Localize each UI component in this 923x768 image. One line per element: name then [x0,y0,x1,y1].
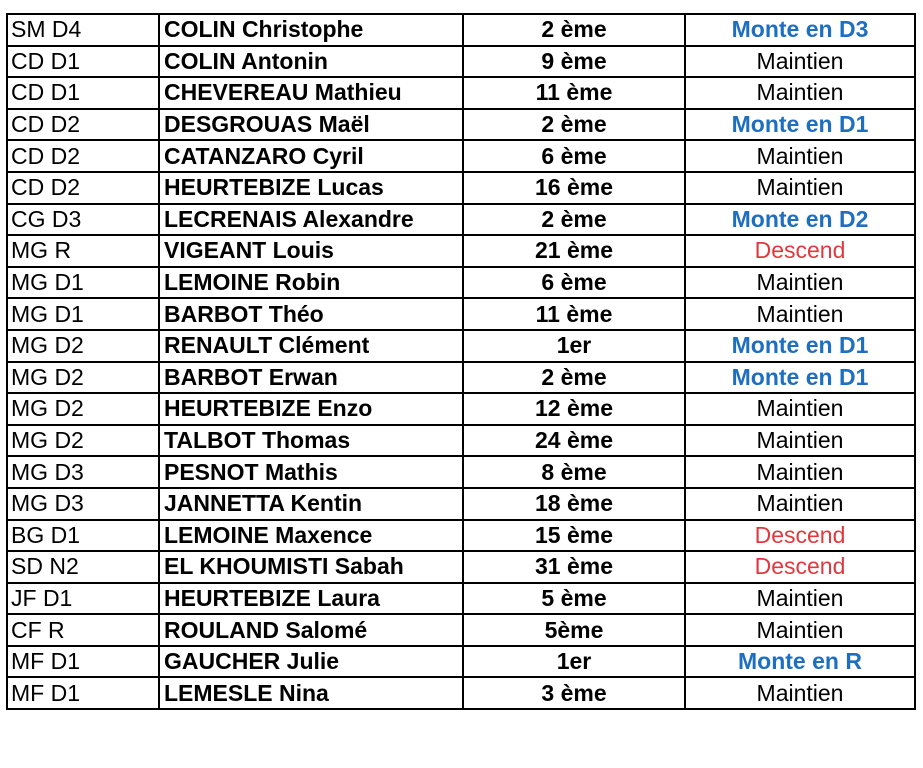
table-row [7,77,915,109]
player-name-cell: RENAULT Clément [159,330,463,362]
status-cell: Maintien [685,172,915,204]
rank-cell: 2 ème [463,109,685,141]
category-cell: MG D2 [7,330,159,362]
status-cell: Descend [685,551,915,583]
table-row [7,362,915,394]
status-cell: Monte en R [685,646,915,678]
table-row [7,204,915,236]
rank-cell: 11 ème [463,298,685,330]
player-name-cell: BARBOT Théo [159,298,463,330]
status-cell: Maintien [685,298,915,330]
category-cell: CD D2 [7,172,159,204]
category-cell: JF D1 [7,583,159,615]
category-cell: MG D2 [7,425,159,457]
status-cell: Maintien [685,46,915,78]
player-name-cell: HEURTEBIZE Lucas [159,172,463,204]
status-cell: Monte en D1 [685,109,915,141]
category-cell: MG D2 [7,362,159,394]
category-cell: MG D3 [7,456,159,488]
category-cell: CD D2 [7,109,159,141]
category-cell: MG D1 [7,298,159,330]
player-name-cell: ROULAND Salomé [159,614,463,646]
rank-cell: 2 ème [463,14,685,46]
status-cell: Descend [685,235,915,267]
player-name-cell: LECRENAIS Alexandre [159,204,463,236]
table-row [7,677,915,709]
rank-cell: 2 ème [463,362,685,394]
player-name-cell: BARBOT Erwan [159,362,463,394]
results-table-body [7,14,915,709]
player-name-cell: CATANZARO Cyril [159,140,463,172]
player-name-cell: LEMESLE Nina [159,677,463,709]
player-name-cell: HEURTEBIZE Enzo [159,393,463,425]
rank-cell: 6 ème [463,267,685,299]
player-name-cell: GAUCHER Julie [159,646,463,678]
rank-cell: 8 ème [463,456,685,488]
table-row [7,267,915,299]
rank-cell: 1er [463,646,685,678]
status-cell: Maintien [685,614,915,646]
table-row [7,488,915,520]
status-cell: Maintien [685,583,915,615]
rank-cell: 15 ème [463,520,685,552]
status-cell: Monte en D1 [685,330,915,362]
table-row [7,425,915,457]
rank-cell: 31 ème [463,551,685,583]
category-cell: MG D2 [7,393,159,425]
table-row [7,614,915,646]
rank-cell: 3 ème [463,677,685,709]
category-cell: MG D1 [7,267,159,299]
rank-cell: 24 ème [463,425,685,457]
rank-cell: 12 ème [463,393,685,425]
status-cell: Monte en D2 [685,204,915,236]
player-name-cell: JANNETTA Kentin [159,488,463,520]
category-cell: BG D1 [7,520,159,552]
category-cell: CD D1 [7,46,159,78]
player-name-cell: DESGROUAS Maël [159,109,463,141]
table-row [7,46,915,78]
rank-cell: 21 ème [463,235,685,267]
category-cell: MG R [7,235,159,267]
player-name-cell: EL KHOUMISTI Sabah [159,551,463,583]
player-name-cell: VIGEANT Louis [159,235,463,267]
player-name-cell: TALBOT Thomas [159,425,463,457]
table-row [7,520,915,552]
player-name-cell: CHEVEREAU Mathieu [159,77,463,109]
player-name-cell: LEMOINE Robin [159,267,463,299]
table-row [7,298,915,330]
status-cell: Monte en D1 [685,362,915,394]
status-cell: Maintien [685,140,915,172]
table-row [7,393,915,425]
player-name-cell: COLIN Christophe [159,14,463,46]
table-row [7,456,915,488]
rank-cell: 9 ème [463,46,685,78]
category-cell: CG D3 [7,204,159,236]
player-name-cell: COLIN Antonin [159,46,463,78]
rank-cell: 2 ème [463,204,685,236]
status-cell: Monte en D3 [685,14,915,46]
rank-cell: 11 ème [463,77,685,109]
category-cell: CF R [7,614,159,646]
status-cell: Maintien [685,677,915,709]
table-row [7,14,915,46]
status-cell: Maintien [685,456,915,488]
status-cell: Maintien [685,425,915,457]
results-table [6,13,916,710]
category-cell: SD N2 [7,551,159,583]
status-cell: Descend [685,520,915,552]
status-cell: Maintien [685,393,915,425]
rank-cell: 5 ème [463,583,685,615]
player-name-cell: HEURTEBIZE Laura [159,583,463,615]
category-cell: MG D3 [7,488,159,520]
category-cell: CD D2 [7,140,159,172]
rank-cell: 16 ème [463,172,685,204]
table-row [7,583,915,615]
status-cell: Maintien [685,77,915,109]
status-cell: Maintien [685,267,915,299]
rank-cell: 6 ème [463,140,685,172]
table-row [7,140,915,172]
table-row [7,235,915,267]
table-row [7,646,915,678]
table-row [7,172,915,204]
category-cell: SM D4 [7,14,159,46]
rank-cell: 18 ème [463,488,685,520]
player-name-cell: PESNOT Mathis [159,456,463,488]
status-cell: Maintien [685,488,915,520]
table-row [7,330,915,362]
category-cell: MF D1 [7,677,159,709]
table-row [7,551,915,583]
table-row [7,109,915,141]
category-cell: MF D1 [7,646,159,678]
rank-cell: 5ème [463,614,685,646]
player-name-cell: LEMOINE Maxence [159,520,463,552]
rank-cell: 1er [463,330,685,362]
category-cell: CD D1 [7,77,159,109]
